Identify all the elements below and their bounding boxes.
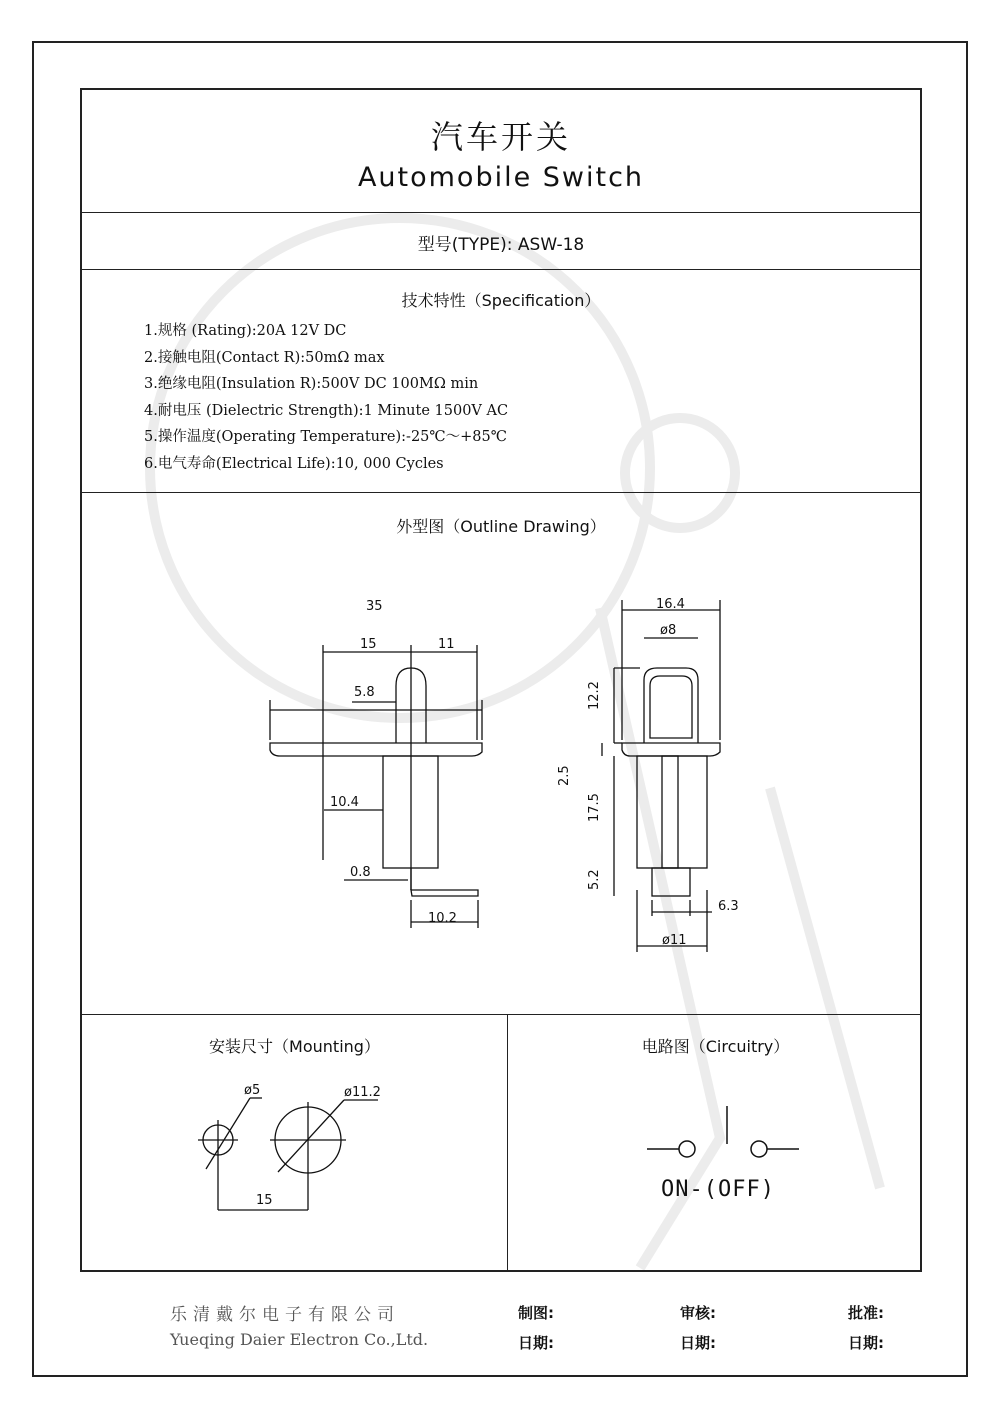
dim-plunger: 5.8 — [354, 685, 375, 700]
outline-heading: 外型图（Outline Drawing） — [396, 517, 606, 536]
circuit-diagram — [507, 1014, 924, 1272]
title-english: Automobile Switch — [357, 162, 645, 193]
dim-left: 15 — [360, 637, 377, 652]
dim-plunger-h: 12.2 — [587, 681, 602, 710]
spec-item: 4.耐电压 (Dielectric Strength):1 Minute 1500V AC — [144, 402, 509, 419]
dim-plunger-dia: ø8 — [660, 623, 677, 638]
type-line: 型号(TYPE): ASW-18 — [417, 235, 585, 255]
spec-item: 2.接触电阻(Contact R):50mΩ max — [144, 349, 385, 366]
dim-total: 35 — [366, 599, 383, 614]
title-chinese: 汽车开关 — [430, 118, 571, 156]
spec-item: 3.绝缘电阻(Insulation R):500V DC 100MΩ min — [144, 376, 479, 392]
checked-by-label: 审核: — [680, 1304, 716, 1322]
spec-item: 6.电气寿命(Electrical Life):10, 000 Cycles — [144, 455, 444, 472]
dim-body: 10.4 — [330, 795, 359, 810]
spec-heading: 技术特性（Specification） — [401, 291, 601, 310]
spec-item: 5.操作温度(Operating Temperature):-25℃～+85℃ — [144, 429, 507, 445]
dim-flange: 2.5 — [557, 765, 572, 786]
dim-terminal: 0.8 — [350, 865, 371, 880]
mounting-drawing — [82, 1014, 507, 1272]
dim-width: 16.4 — [656, 597, 685, 612]
company-name-cn: 乐清戴尔电子有限公司 — [170, 1305, 400, 1325]
date-label: 日期: — [518, 1334, 554, 1352]
dim-term-w: 6.3 — [718, 899, 739, 914]
company-name-en: Yueqing Daier Electron Co.,Ltd. — [170, 1330, 429, 1349]
dim-term-h: 5.2 — [587, 869, 602, 890]
date-label: 日期: — [680, 1334, 716, 1352]
drawn-by-label: 制图: — [518, 1304, 554, 1322]
circuit-label: ON-(OFF) — [661, 1177, 775, 1202]
drawing-sheet — [80, 88, 922, 1272]
small-hole-dim: ø5 — [244, 1083, 261, 1098]
dim-body-dia: ø11 — [662, 933, 687, 948]
approved-by-label: 批准: — [848, 1304, 884, 1322]
spacing-dim: 15 — [256, 1193, 273, 1208]
date-label: 日期: — [848, 1334, 884, 1352]
large-hole-dim: ø11.2 — [344, 1085, 381, 1100]
spec-item: 1.规格 (Rating):20A 12V DC — [144, 323, 347, 339]
circuitry-heading: 电路图（Circuitry） — [641, 1037, 790, 1056]
dim-right: 11 — [438, 637, 455, 652]
dim-body-h: 17.5 — [587, 793, 602, 822]
mounting-heading: 安装尺寸（Mounting） — [209, 1037, 380, 1056]
dim-lead: 10.2 — [428, 911, 457, 926]
flange-outline — [270, 743, 482, 756]
